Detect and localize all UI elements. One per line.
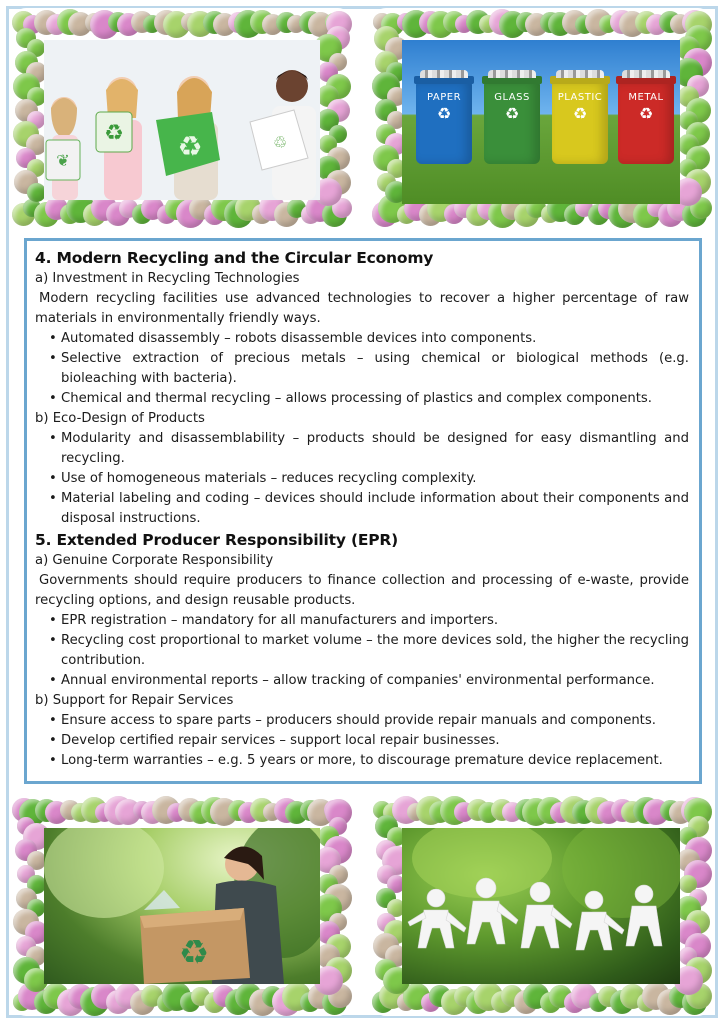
- svg-text:♻: ♻: [178, 933, 210, 973]
- recycling-symbol-icon: ♻: [504, 104, 520, 123]
- list-item: • Automated disassembly – robots disassemble devices into components.: [49, 329, 689, 349]
- paper-people-chain-icon: [402, 828, 680, 984]
- bin-contents: [622, 70, 670, 78]
- section-4-heading: 4. Modern Recycling and the Circular Economy: [35, 249, 434, 267]
- recycling-bin-glass: [484, 82, 540, 164]
- photo-frame-top-left: [12, 8, 352, 228]
- bin-contents: [420, 70, 468, 78]
- list-item: • Recycling cost proportional to market volume – the more devices sold, the higher the recycling contribution.: [49, 631, 689, 671]
- bin-label: GLASS: [494, 92, 530, 103]
- bin-contents: [488, 70, 536, 78]
- photo-frame-bottom-right: [372, 796, 712, 1016]
- kids-recycling-illustration: [44, 40, 320, 200]
- section-4b-heading: b) Eco-Design of Products: [35, 411, 205, 426]
- list-item: • Chemical and thermal recycling – allows processing of plastics and complex components.: [49, 389, 689, 409]
- list-item: • Material labeling and coding – devices should include information about their components and disposal instructions.: [49, 489, 689, 529]
- section-5b-list: [49, 711, 689, 771]
- recycling-bin-plastic: [552, 82, 608, 164]
- photo-woman-with-box: [44, 828, 320, 984]
- list-item: • Modularity and disassemblability – products should be designed for easy dismantling and recycling.: [49, 429, 689, 469]
- recycling-bin-paper: [416, 82, 472, 164]
- section-4a-paragraph: Modern recycling facilities use advanced technologies to recover a higher percentage of raw materials in environmentally friendly ways.: [35, 291, 689, 326]
- bin-label: METAL: [628, 92, 664, 103]
- photo-kids-recycling: [44, 40, 320, 200]
- bin-label: PAPER: [426, 92, 462, 103]
- list-item: • Selective extraction of precious metals – using chemical or biological methods (e.g. bioleaching with bacteria).: [49, 349, 689, 389]
- list-item: • Long-term warranties – e.g. 5 years or more, to discourage premature device replacement.: [49, 751, 689, 771]
- recycling-symbol-icon: ♻: [572, 104, 588, 123]
- bead: [27, 183, 46, 202]
- svg-text:❦: ❦: [56, 151, 70, 170]
- section-5a-paragraph: Governments should require producers to finance collection and processing of e-waste, provide recycling options, and design reusable products.: [35, 573, 689, 608]
- photo-frame-top-right: [372, 8, 712, 228]
- list-item: • Annual environmental reports – allow tracking of companies' environmental performance.: [49, 671, 689, 691]
- section-5b-heading: b) Support for Repair Services: [35, 693, 234, 708]
- section-4a-list: [49, 329, 689, 409]
- recycling-symbol-icon: ♻: [436, 104, 452, 123]
- photo-frame-bottom-left: [12, 796, 352, 1016]
- list-item: • Use of homogeneous materials – reduces recycling complexity.: [49, 469, 689, 489]
- content-panel: [24, 238, 702, 784]
- section-4b-list: [49, 429, 689, 529]
- section-5a-list: [49, 611, 689, 691]
- recycling-bin-metal: [618, 82, 674, 164]
- bin-label: PLASTIC: [557, 92, 603, 103]
- list-item: • Develop certified repair services – support local repair businesses.: [49, 731, 689, 751]
- photo-paper-people-chain: [402, 828, 680, 984]
- section-5a-heading: a) Genuine Corporate Responsibility: [35, 553, 274, 568]
- recycling-symbol-icon: ♻: [638, 104, 654, 123]
- list-item: • Ensure access to spare parts – producers should provide repair manuals and components.: [49, 711, 689, 731]
- list-item: • EPR registration – mandatory for all manufacturers and importers.: [49, 611, 689, 631]
- svg-text:♲: ♲: [272, 133, 288, 152]
- svg-text:♻: ♻: [104, 121, 124, 146]
- section-5-heading: 5. Extended Producer Responsibility (EPR): [35, 531, 399, 549]
- woman-recycling-box-illustration: [44, 828, 320, 984]
- photo-recycling-bins: [402, 40, 680, 204]
- bin-contents: [556, 70, 604, 78]
- svg-text:♻: ♻: [177, 130, 203, 163]
- section-4a-heading: a) Investment in Recycling Technologies: [35, 271, 300, 286]
